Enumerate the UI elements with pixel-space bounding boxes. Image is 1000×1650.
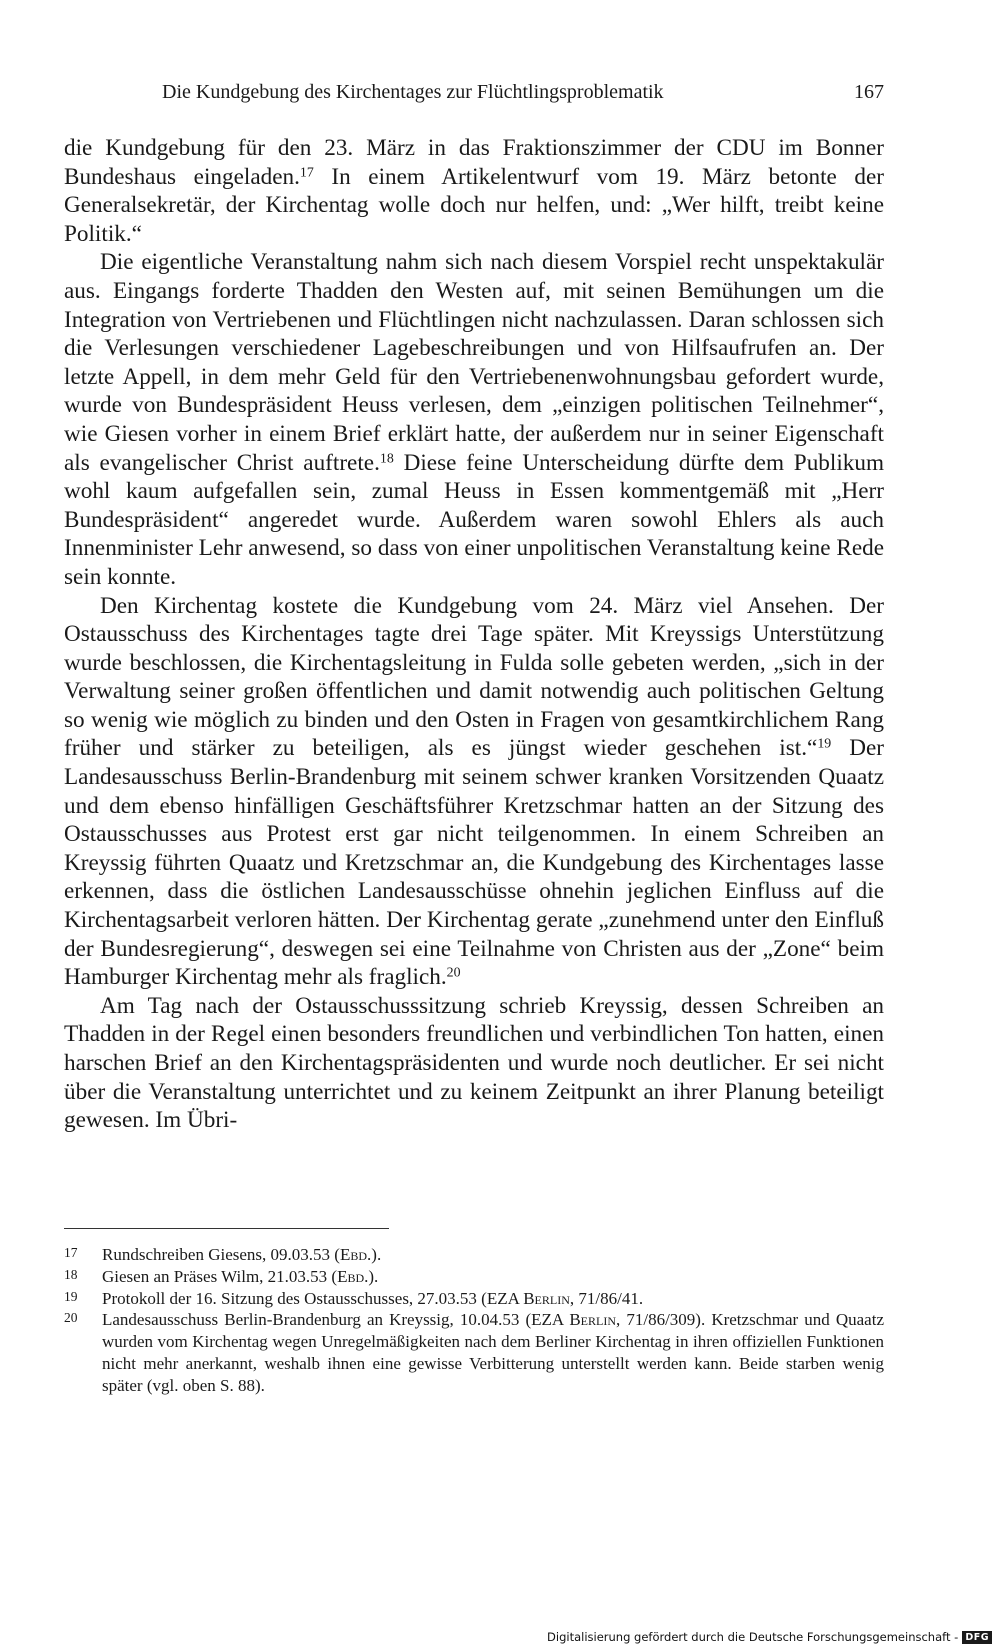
body-text (64, 134, 884, 1135)
running-title: Die Kundgebung des Kirchentages zur Flüchtlingsproblematik (162, 81, 664, 103)
footnote-number: 20 (64, 1310, 78, 1326)
text-run: Diese feine Unterscheidung dürfte dem Publikum wohl kaum aufgefallen sein, zumal Heuss in Essen kommentgemäß mit „Herr Bundespräsident“ angeredet wurde. Außerdem waren sowohl Ehlers als auch Innenminister Lehr anwesend, so dass von einer unpolitischen Veranstaltung keine Rede sein konnte. (64, 449, 884, 590)
text-run: Rundschreiben Giesens, 09.03.53 ( (102, 1245, 340, 1264)
small-caps-text: Berlin (569, 1310, 617, 1330)
digitization-credit (547, 1630, 992, 1644)
footnote-ref: 17 (299, 164, 314, 180)
text-run: Die eigentliche Veranstaltung nahm sich nach diesem Vorspiel recht unspektakulär aus. Eingangs forderte Thadden den Westen auf, mit seinen Bemühungen um die Integration von Vertriebenen und Flüchtlingen nicht nachzulassen. Daran schlossen sich die Verlesungen verschiedener Lagebeschreibungen und von Hilfsaufrufen an. Der letzte Appell, in dem mehr Geld für den Vertriebenenwohnungsbau gefordert wurde, wurde von Bundespräsident Heuss verlesen, dem „einzigen politischen Teilnehmer“, wie Giesen vorher in einem Brief erklärt hatte, der außerdem nur in seiner Eigenschaft als evangelischer Christ auftrete. (64, 249, 884, 476)
text-run: In einem Artikelentwurf vom 19. März betonte der Generalsekretär, der Kirchentag wolle doch nur helfen, und: „Wer hilft, treibt keine Politik.“ (64, 163, 884, 247)
small-caps-text: Ebd. (339, 1245, 372, 1264)
credit-text: Digitalisierung gefördert durch die Deutsche Forschungsgemeinschaft - (547, 1630, 959, 1644)
footnotes (64, 1244, 884, 1397)
footnote (64, 1244, 884, 1266)
text-run: , 71/86/41. (569, 1288, 644, 1308)
footnote (64, 1288, 884, 1310)
dfg-logo-icon: DFG (962, 1631, 992, 1644)
text-run: Der Landesausschuss Berlin-Brandenburg mit seinem schwer kranken Vorsitzenden Quaatz und dem ebenso hinfälligen Geschäftsführer Kretzschmar hatten an der Sitzung des Ostausschusses aus Protest erst gar nicht teilgenommen. In einem Schreiben an Kreyssig führten Quaatz und Kretzschmar an, die Kundgebung des Kirchentages lasse erkennen, dass die östlichen Landesausschüsse ohnehin jeglichen Einfluss auf die Kirchentagsarbeit verloren hätten. Der Kirchentag gerate „zunehmend unter den Einfluß der Bundesregierung“, deswegen sei eine Teilnahme von Christen aus der „Zone“ beim Hamburger Kirchentag mehr als fraglich. (64, 735, 885, 991)
text-run: ). (371, 1245, 382, 1264)
footnote-ref: 20 (446, 965, 461, 981)
running-header (64, 78, 884, 106)
paragraph (64, 592, 884, 992)
footnote-ref: 19 (817, 736, 832, 752)
text-run: Am Tag nach der Ostausschusssitzung schrieb Kreyssig, dessen Schreiben an Thadden in der Regel einen besonders freundlichen und verbindlichen Ton hatten, einen harschen Brief an den Kirchentagspräsidenten und wurde noch deutlicher. Er sei nicht über die Veranstaltung unterrichtet und zu keinem Zeitpunkt an ihrer Planung beteiligt gewesen. Im Übri- (64, 992, 884, 1134)
text-run: Giesen an Präses Wilm, 21.03.53 ( (102, 1266, 338, 1286)
text-run: , 71/86/309). Kretzschmar und Quaatz wurden vom Kirchentag wegen Unregelmäßigkeiten nach dem Berliner Kirchentag in ihren offiziellen Funktionen nicht mehr anerkannt, weshalb ihnen eine gewisse Verbitterung unterstellt werden kann. Beide starben wenig später (vgl. oben S. 88). (102, 1310, 884, 1395)
paragraph (64, 992, 884, 1135)
footnote (64, 1309, 884, 1396)
text-run: Landesausschuss Berlin-Brandenburg an Kreyssig, 10.04.53 (EZA (102, 1310, 570, 1330)
text-run: Protokoll der 16. Sitzung des Ostausschusses, 27.03.53 (EZA (102, 1288, 524, 1308)
footnote-number: 19 (64, 1288, 78, 1304)
footnote-rule (64, 1228, 389, 1229)
footnote-number: 18 (64, 1266, 78, 1282)
small-caps-text: Berlin (523, 1288, 570, 1308)
small-caps-text: Ebd. (337, 1266, 369, 1286)
footnote-ref: 18 (379, 450, 394, 466)
text-run: die Kundgebung für den 23. März in das Fraktionszimmer der CDU im Bonner Bundeshaus eingeladen. (64, 135, 884, 190)
paragraph (64, 248, 884, 591)
page-number: 167 (854, 81, 884, 103)
text-run: ). (368, 1266, 379, 1286)
footnote (64, 1266, 884, 1288)
footnote-number: 17 (64, 1245, 78, 1260)
text-run: Den Kirchentag kostete die Kundgebung vom 24. März viel Ansehen. Der Ostausschuss des Kirchentages tagte drei Tage später. Mit Kreyssigs Unterstützung wurde beschlossen, die Kirchentagsleitung in Fulda solle gebeten werden, „sich in der Verwaltung seiner großen öffentlichen und damit notwendig auch politischen Geltung so wenig wie möglich zu binden und den Osten in Fragen von gesamtkirchlichem Rang früher und stärker zu beteiligen, als es jüngst wieder geschehen ist.“ (64, 592, 884, 762)
paragraph (64, 134, 884, 248)
